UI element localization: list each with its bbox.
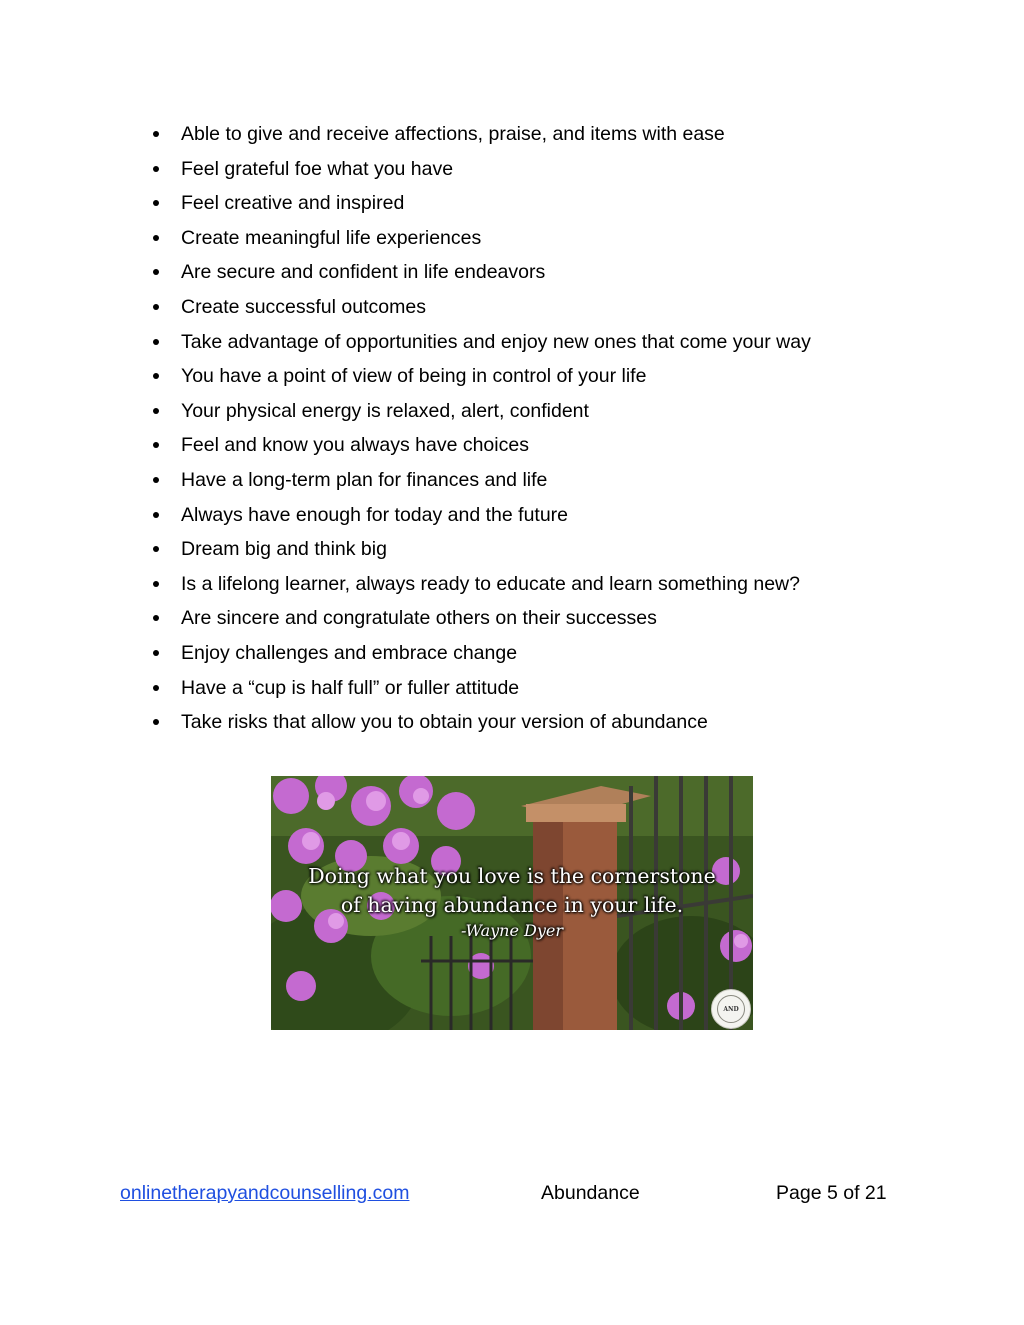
bullet-icon	[153, 442, 159, 448]
list-item	[150, 499, 910, 534]
list-item	[150, 533, 910, 568]
list-item	[150, 464, 910, 499]
list-item-text: Feel creative and inspired	[181, 192, 405, 215]
bullet-icon	[153, 304, 159, 310]
list-item	[150, 118, 910, 153]
list-item-text: You have a point of view of being in control of your life	[181, 365, 647, 388]
bullet-icon	[153, 581, 159, 587]
list-item-text: Your physical energy is relaxed, alert, confident	[181, 399, 589, 422]
bullet-icon	[153, 166, 159, 172]
list-item	[150, 153, 910, 188]
list-item	[150, 395, 910, 430]
bullet-icon	[153, 200, 159, 206]
list-item	[150, 637, 910, 672]
list-item-text: Have a “cup is half full” or fuller attitude	[181, 676, 520, 699]
list-item-text: Feel grateful foe what you have	[181, 157, 454, 180]
footer-website-link[interactable]: onlinetherapyandcounselling.com	[120, 1182, 410, 1204]
seal-inner: AND	[717, 995, 745, 1023]
quote-author: -Wayne Dyer	[460, 921, 563, 940]
seal-logo	[711, 989, 751, 1029]
list-item	[150, 602, 910, 637]
list-item-text: Are secure and confident in life endeavors	[181, 261, 546, 284]
list-item	[150, 429, 910, 464]
bullet-icon	[153, 131, 159, 137]
bullet-icon	[153, 339, 159, 345]
list-item	[150, 187, 910, 222]
bullet-icon	[153, 408, 159, 414]
abundance-traits-list	[150, 118, 910, 741]
quote-line-2: of having abundance in your life.	[340, 893, 684, 917]
bullet-icon	[153, 650, 159, 656]
list-item	[150, 256, 910, 291]
quote-line-1: Doing what you love is the cornerstone	[308, 864, 716, 888]
bullet-icon	[153, 685, 159, 691]
list-item-text: Take risks that allow you to obtain your version of abundance	[181, 711, 708, 734]
list-item	[150, 291, 910, 326]
list-item	[150, 672, 910, 707]
footer-page-number: Page 5 of 21	[776, 1182, 887, 1204]
list-item-text: Dream big and think big	[181, 538, 387, 561]
list-item-text: Feel and know you always have choices	[181, 434, 529, 457]
list-item	[150, 706, 910, 741]
list-item	[150, 222, 910, 257]
list-item-text: Is a lifelong learner, always ready to educate and learn something new?	[181, 572, 800, 595]
list-item-text: Always have enough for today and the future	[181, 503, 569, 526]
list-item-text: Are sincere and congratulate others on their successes	[181, 607, 657, 630]
bullet-icon	[153, 477, 159, 483]
bullet-icon	[153, 373, 159, 379]
bullet-icon	[153, 512, 159, 518]
quote-photo	[271, 776, 753, 1030]
bullet-icon	[153, 235, 159, 241]
footer-document-title: Abundance	[541, 1182, 640, 1204]
bullet-icon	[153, 269, 159, 275]
bullet-icon	[153, 719, 159, 725]
bullet-icon	[153, 615, 159, 621]
list-item	[150, 360, 910, 395]
quote-text	[271, 862, 753, 942]
list-item-text: Have a long-term plan for finances and life	[181, 468, 548, 491]
list-item-text: Create successful outcomes	[181, 295, 426, 318]
list-item-text: Create meaningful life experiences	[181, 226, 482, 249]
list-item-text: Able to give and receive affections, praise, and items with ease	[181, 123, 725, 145]
list-item	[150, 326, 910, 361]
bullet-icon	[153, 546, 159, 552]
list-item-text: Take advantage of opportunities and enjoy new ones that come your way	[181, 330, 811, 353]
list-item	[150, 568, 910, 603]
list-item-text: Enjoy challenges and embrace change	[181, 641, 518, 664]
